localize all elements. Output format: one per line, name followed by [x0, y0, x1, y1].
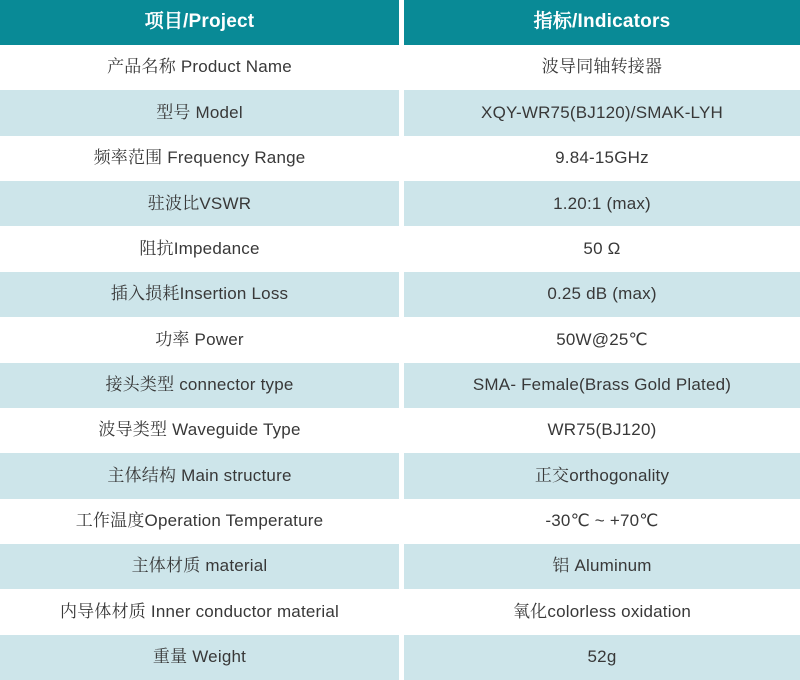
table-row	[0, 363, 800, 408]
project-cell: 插入损耗Insertion Loss	[0, 272, 399, 317]
indicator-cell: 9.84-15GHz	[555, 148, 649, 168]
indicator-cell: XQY-WR75(BJ120)/SMAK-LYH	[404, 90, 800, 135]
project-cell: 型号 Model	[0, 90, 399, 135]
table-row	[0, 181, 800, 226]
indicator-cell: 正交orthogonality	[404, 453, 800, 498]
project-cell: 功率 Power	[155, 329, 244, 349]
table-row	[0, 90, 800, 135]
table-row	[0, 45, 800, 90]
indicator-cell: 1.20:1 (max)	[404, 181, 800, 226]
table-row	[0, 589, 800, 634]
project-cell: 接头类型 connector type	[0, 363, 399, 408]
table-row	[0, 544, 800, 589]
table-row	[0, 226, 800, 271]
project-cell: 工作温度Operation Temperature	[75, 511, 324, 531]
table-row	[0, 635, 800, 680]
project-cell: 阻抗Impedance	[139, 238, 260, 258]
indicator-cell: SMA- Female(Brass Gold Plated)	[404, 363, 800, 408]
project-cell: 主体结构 Main structure	[0, 453, 399, 498]
table-row	[0, 136, 800, 181]
project-cell: 重量 Weight	[0, 635, 399, 680]
project-cell: 频率范围 Frequency Range	[93, 148, 306, 168]
indicator-cell: 氧化colorless oxidation	[512, 601, 692, 621]
header-cell-indicators: 指标/Indicators	[404, 0, 800, 45]
indicator-cell: 铝 Aluminum	[404, 544, 800, 589]
table-row	[0, 317, 800, 362]
project-cell: 驻波比VSWR	[0, 181, 399, 226]
indicator-cell: 50 Ω	[583, 238, 621, 258]
table-row	[0, 272, 800, 317]
table-row	[0, 453, 800, 498]
table-row	[0, 499, 800, 544]
project-cell: 内导体材质 Inner conductor material	[59, 601, 340, 621]
indicator-cell: 0.25 dB (max)	[404, 272, 800, 317]
table-header-row	[0, 0, 800, 45]
table-row	[0, 408, 800, 453]
indicator-cell: 52g	[404, 635, 800, 680]
header-cell-project: 项目/Project	[0, 0, 399, 45]
project-cell: 产品名称 Product Name	[107, 57, 292, 77]
indicator-cell: WR75(BJ120)	[547, 420, 657, 440]
project-cell: 波导类型 Waveguide Type	[98, 420, 301, 440]
indicator-cell: 波导同轴转接器	[541, 57, 663, 77]
indicator-cell: 50W@25℃	[556, 329, 648, 349]
indicator-cell: -30℃ ~ +70℃	[545, 511, 659, 531]
project-cell: 主体材质 material	[0, 544, 399, 589]
